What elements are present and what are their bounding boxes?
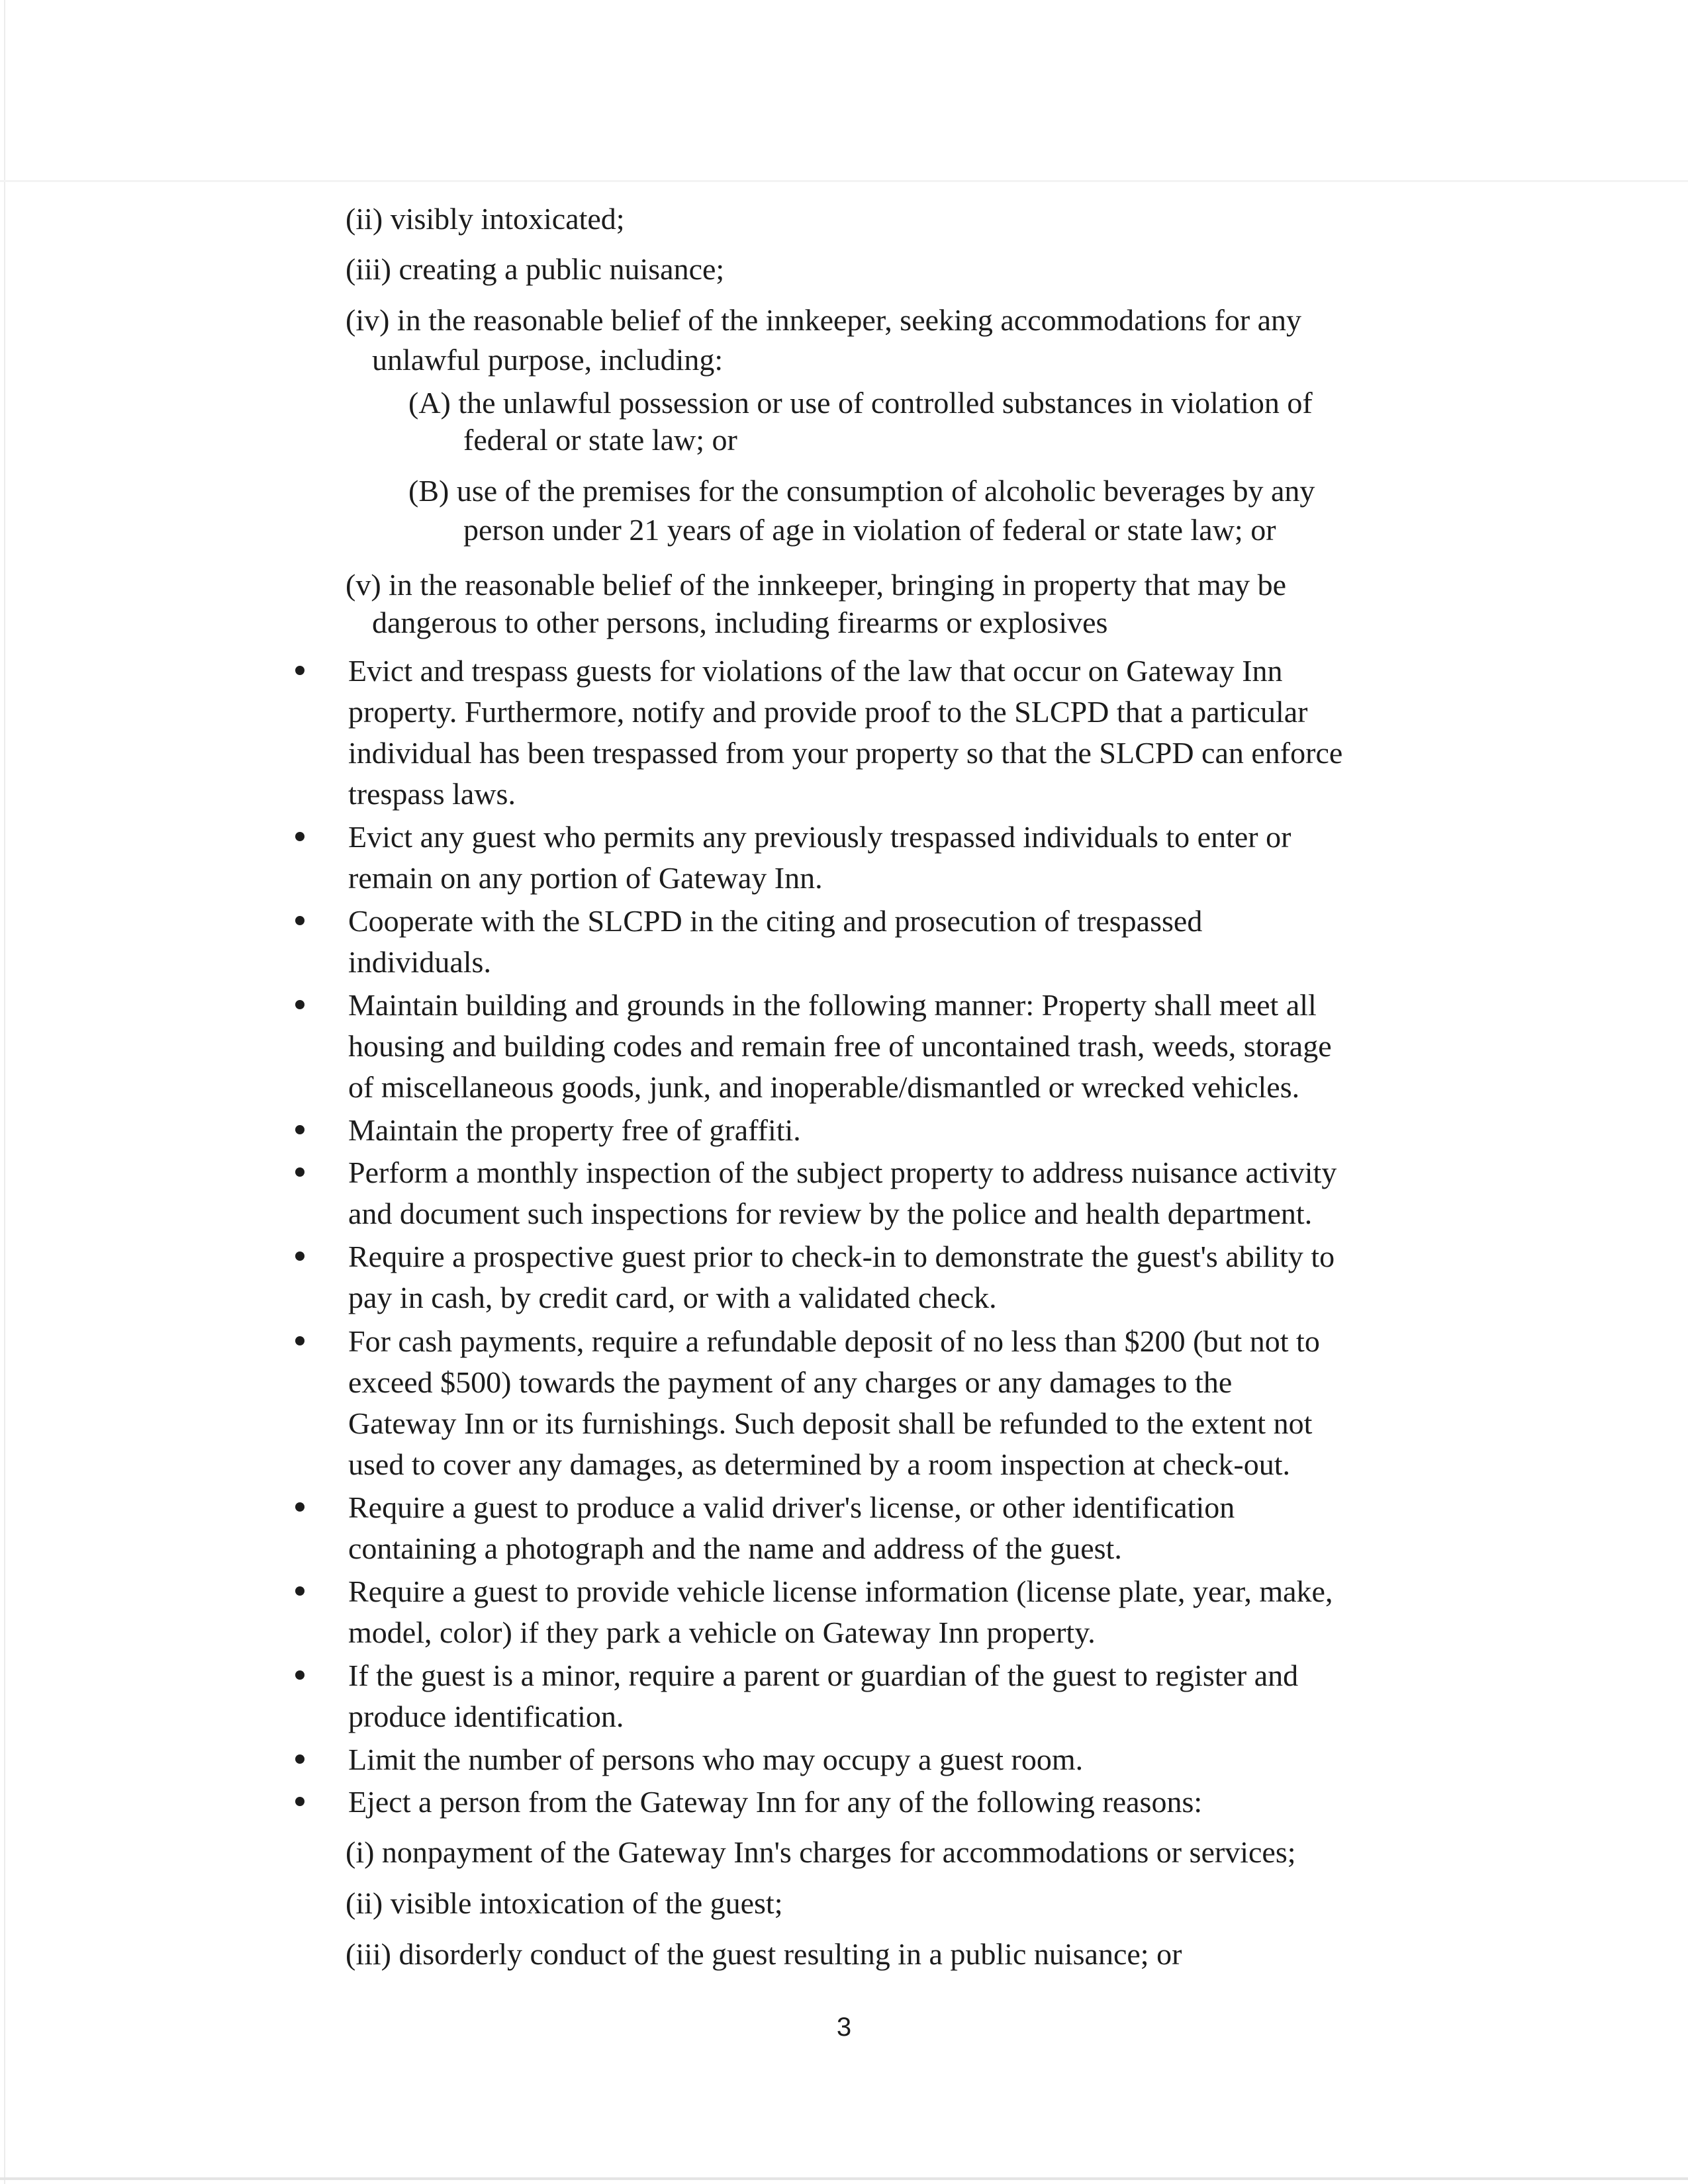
bullet-10-line-2: model, color) if they park a vehicle on Gateway Inn property. bbox=[348, 1615, 1096, 1649]
subitem-iv-line-2: unlawful purpose, including: bbox=[372, 343, 724, 377]
subitem-B-line-2: person under 21 years of age in violation of federal or state law; or bbox=[463, 513, 1276, 547]
subitem-iii-disorderly-conduct: (iii) disorderly conduct of the guest resulting in a public nuisance; or bbox=[346, 1937, 1182, 1971]
bullet-6-line-1: Perform a monthly inspection of the subject property to address nuisance activity bbox=[348, 1156, 1337, 1189]
subitem-A-line-1: (A) the unlawful possession or use of controlled substances in violation of bbox=[408, 386, 1313, 420]
bullet-marker bbox=[295, 1586, 305, 1596]
scan-bottom-edge bbox=[0, 2177, 1688, 2180]
bullet-marker bbox=[295, 1336, 305, 1345]
bullet-11-line-2: produce identification. bbox=[348, 1700, 624, 1733]
bullet-4-line-3: of miscellaneous goods, junk, and inoperable/dismantled or wrecked vehicles. bbox=[348, 1070, 1300, 1104]
bullet-1-line-4: trespass laws. bbox=[348, 777, 516, 811]
subitem-A-line-2: federal or state law; or bbox=[463, 423, 737, 457]
bullet-9-line-1: Require a guest to produce a valid driver's license, or other identification bbox=[348, 1490, 1235, 1524]
bullet-1-line-2: property. Furthermore, notify and provide proof to the SLCPD that a particular bbox=[348, 695, 1308, 729]
bullet-10-line-1: Require a guest to provide vehicle license information (license plate, year, make, bbox=[348, 1574, 1333, 1608]
bullet-1-line-3: individual has been trespassed from your property so that the SLCPD can enforce bbox=[348, 736, 1343, 770]
bullet-2-line-1: Evict any guest who permits any previously trespassed individuals to enter or bbox=[348, 820, 1291, 854]
bullet-marker bbox=[295, 1167, 305, 1177]
subitem-i-nonpayment: (i) nonpayment of the Gateway Inn's charges for accommodations or services; bbox=[346, 1835, 1296, 1869]
page-number: 3 bbox=[836, 2013, 852, 2042]
bullet-9-line-2: containing a photograph and the name and address of the guest. bbox=[348, 1531, 1122, 1565]
bullet-marker bbox=[295, 1754, 305, 1764]
bullet-marker bbox=[295, 916, 305, 925]
bullet-marker bbox=[295, 666, 305, 675]
scan-edge bbox=[4, 0, 5, 2184]
bullet-7-line-2: pay in cash, by credit card, or with a validated check. bbox=[348, 1281, 997, 1314]
bullet-4-line-2: housing and building codes and remain free of uncontained trash, weeds, storage bbox=[348, 1029, 1332, 1063]
bullet-marker bbox=[295, 1502, 305, 1512]
bullet-8-line-3: Gateway Inn or its furnishings. Such deposit shall be refunded to the extent not bbox=[348, 1406, 1313, 1440]
bullet-2-line-2: remain on any portion of Gateway Inn. bbox=[348, 861, 823, 895]
subitem-ii-visibly-intoxicated: (ii) visibly intoxicated; bbox=[346, 202, 625, 236]
bullet-marker bbox=[295, 1125, 305, 1134]
subitem-ii-visible-intoxication: (ii) visible intoxication of the guest; bbox=[346, 1886, 783, 1920]
bullet-7-line-1: Require a prospective guest prior to check-in to demonstrate the guest's ability to bbox=[348, 1240, 1335, 1273]
bullet-3-line-1: Cooperate with the SLCPD in the citing and prosecution of trespassed bbox=[348, 904, 1203, 938]
bullet-6-line-2: and document such inspections for review by the police and health department. bbox=[348, 1197, 1313, 1230]
bullet-marker bbox=[295, 1000, 305, 1009]
bullet-4-line-1: Maintain building and grounds in the following manner: Property shall meet all bbox=[348, 988, 1317, 1022]
subitem-iii-public-nuisance: (iii) creating a public nuisance; bbox=[346, 252, 725, 286]
subitem-B-line-1: (B) use of the premises for the consumption of alcoholic beverages by any bbox=[408, 474, 1315, 508]
bullet-11-line-1: If the guest is a minor, require a parent or guardian of the guest to register and bbox=[348, 1659, 1299, 1692]
bullet-1-line-1: Evict and trespass guests for violations of the law that occur on Gateway Inn bbox=[348, 654, 1283, 688]
bullet-8-line-4: used to cover any damages, as determined by a room inspection at check-out. bbox=[348, 1447, 1290, 1481]
scan-artifact-line bbox=[0, 180, 1688, 182]
subitem-v-line-1: (v) in the reasonable belief of the innkeeper, bringing in property that may be bbox=[346, 568, 1287, 602]
bullet-13-line-1: Eject a person from the Gateway Inn for any of the following reasons: bbox=[348, 1785, 1203, 1819]
bullet-marker bbox=[295, 1797, 305, 1806]
bullet-8-line-2: exceed $500) towards the payment of any charges or any damages to the bbox=[348, 1365, 1233, 1399]
subitem-v-line-2: dangerous to other persons, including firearms or explosives bbox=[372, 606, 1108, 639]
bullet-marker bbox=[295, 832, 305, 841]
subitem-iv-line-1: (iv) in the reasonable belief of the innkeeper, seeking accommodations for any bbox=[346, 303, 1302, 337]
bullet-marker bbox=[295, 1670, 305, 1680]
bullet-12-line-1: Limit the number of persons who may occupy a guest room. bbox=[348, 1743, 1084, 1776]
bullet-3-line-2: individuals. bbox=[348, 945, 491, 979]
bullet-8-line-1: For cash payments, require a refundable deposit of no less than $200 (but not to bbox=[348, 1324, 1320, 1358]
bullet-5-line-1: Maintain the property free of graffiti. bbox=[348, 1113, 801, 1147]
bullet-marker bbox=[295, 1251, 305, 1261]
